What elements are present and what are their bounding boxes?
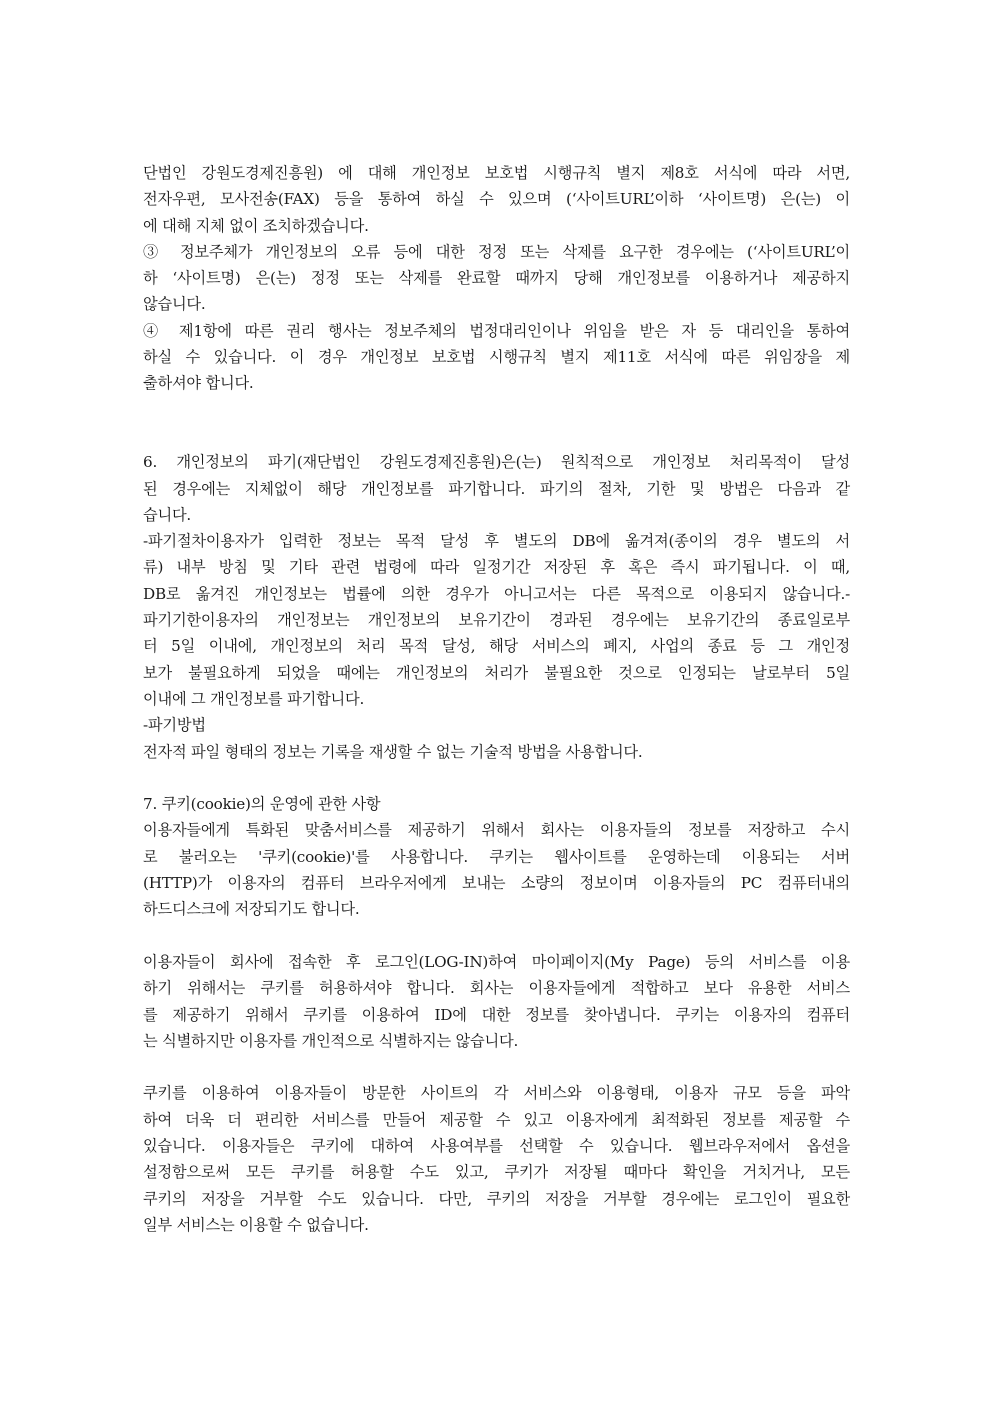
text-line: 파기기한이용자의 개인정보는 개인정보의 보유기간이 경과된 경우에는 보유기간의 종료일로부 bbox=[143, 611, 850, 630]
document-body bbox=[143, 160, 850, 1238]
text-line: ③ 정보주체가 개인정보의 오류 등에 대한 정정 또는 삭제를 요구한 경우에는 (‘사이트URL’이 bbox=[143, 242, 850, 261]
text-line: 하 ‘사이트명) 은(는) 정정 또는 삭제를 완료할 때까지 당해 개인정보를 이용하거나 제공하지 bbox=[143, 269, 850, 288]
text-line: 설정함으로써 모든 쿠키를 허용할 수도 있고, 쿠키가 저장될 때마다 확인을 거치거나, 모든 bbox=[143, 1163, 850, 1182]
text-line: -파기절차이용자가 입력한 정보는 목적 달성 후 별도의 DB에 옮겨져(종이의 경우 별도의 서 bbox=[143, 532, 850, 551]
blank-line bbox=[143, 765, 850, 791]
text-line: -파기방법 bbox=[143, 716, 206, 735]
text-line: 않습니다. bbox=[143, 295, 206, 314]
text-line: 전자적 파일 형태의 정보는 기록을 재생할 수 없는 기술적 방법을 사용합니다. bbox=[143, 742, 643, 761]
text-line: 보가 불필요하게 되었을 때에는 개인정보의 처리가 불필요한 것으로 인정되는 날로부터 5일 bbox=[143, 663, 850, 682]
text-line: DB로 옮겨진 개인정보는 법률에 의한 경우가 아니고서는 다른 목적으로 이용되지 않습니다.- bbox=[143, 584, 850, 603]
blank-line bbox=[143, 423, 850, 449]
text-line: 터 5일 이내에, 개인정보의 처리 목적 달성, 해당 서비스의 폐지, 사업의 종료 등 그 개인정 bbox=[143, 637, 850, 656]
text-line: (HTTP)가 이용자의 컴퓨터 브라우저에게 보내는 소량의 정보이며 이용자들의 PC 컴퓨터내의 bbox=[143, 874, 850, 893]
text-line: 이용자들이 회사에 접속한 후 로그인(LOG-IN)하여 마이페이지(My Page) 등의 서비스를 이용 bbox=[143, 952, 850, 971]
text-line: 단법인 강원도경제진흥원) 에 대해 개인정보 보호법 시행규칙 별지 제8호 서식에 따라 서면, bbox=[143, 164, 850, 182]
text-line: 를 제공하기 위해서 쿠키를 이용하여 ID에 대한 정보를 찾아냅니다. 쿠키는 이용자의 컴퓨터 bbox=[143, 1005, 850, 1024]
text-line: ④ 제1항에 따른 권리 행사는 정보주체의 법정대리인이나 위임을 받은 자 등 대리인을 통하여 bbox=[143, 321, 850, 340]
text-line: 하여 더욱 더 편리한 서비스를 만들어 제공할 수 있고 이용자에게 최적화된 정보를 제공할 수 bbox=[143, 1110, 850, 1129]
blank-line bbox=[143, 397, 850, 423]
text-line: 있습니다. 이용자들은 쿠키에 대하여 사용여부를 선택할 수 있습니다. 웹브라우저에서 옵션을 bbox=[143, 1136, 850, 1155]
text-line: 는 식별하지만 이용자를 개인적으로 식별하지는 않습니다. bbox=[143, 1031, 519, 1050]
blank-line bbox=[143, 923, 850, 949]
text-line: 7. 쿠키(cookie)의 운영에 관한 사항 bbox=[143, 795, 381, 814]
text-line: 된 경우에는 지체없이 해당 개인정보를 파기합니다. 파기의 절차, 기한 및 방법은 다음과 같 bbox=[143, 479, 850, 498]
text-line: 출하셔야 합니다. bbox=[143, 374, 254, 393]
text-line: 쿠키의 저장을 거부할 수도 있습니다. 다만, 쿠키의 저장을 거부할 경우에는 로그인이 필요한 bbox=[143, 1189, 850, 1208]
text-line: 6. 개인정보의 파기(재단법인 강원도경제진흥원)은(는) 원칙적으로 개인정보 처리목적이 달성 bbox=[143, 453, 850, 472]
text-line: 하드디스크에 저장되기도 합니다. bbox=[143, 900, 360, 919]
text-line: 하실 수 있습니다. 이 경우 개인정보 보호법 시행규칙 별지 제11호 서식에 따른 위임장을 제 bbox=[143, 348, 850, 367]
text-line: 이내에 그 개인정보를 파기합니다. bbox=[143, 689, 365, 708]
text-line: 전자우편, 모사전송(FAX) 등을 통하여 하실 수 있으며 (‘사이트URL’이하 ‘사이트명) 은(는) 이 bbox=[143, 190, 850, 209]
text-line: 류) 내부 방침 및 기타 관련 법령에 따라 일정기간 저장된 후 혹은 즉시 파기됩니다. 이 때, bbox=[143, 558, 850, 577]
text-line: 이용자들에게 특화된 맞춤서비스를 제공하기 위해서 회사는 이용자들의 정보를 저장하고 수시 bbox=[143, 821, 850, 840]
text-line: 쿠키를 이용하여 이용자들이 방문한 사이트의 각 서비스와 이용형태, 이용자 규모 등을 파악 bbox=[143, 1084, 850, 1103]
text-line: 에 대해 지체 없이 조치하겠습니다. bbox=[143, 216, 369, 235]
text-line: 일부 서비스는 이용할 수 없습니다. bbox=[143, 1215, 369, 1234]
text-line: 습니다. bbox=[143, 505, 192, 524]
blank-line bbox=[143, 1054, 850, 1080]
text-line: 로 불러오는 '쿠키(cookie)'를 사용합니다. 쿠키는 웹사이트를 운영하는데 이용되는 서버 bbox=[143, 847, 850, 866]
text-line: 하기 위해서는 쿠키를 허용하셔야 합니다. 회사는 이용자들에게 적합하고 보다 유용한 서비스 bbox=[143, 979, 850, 998]
